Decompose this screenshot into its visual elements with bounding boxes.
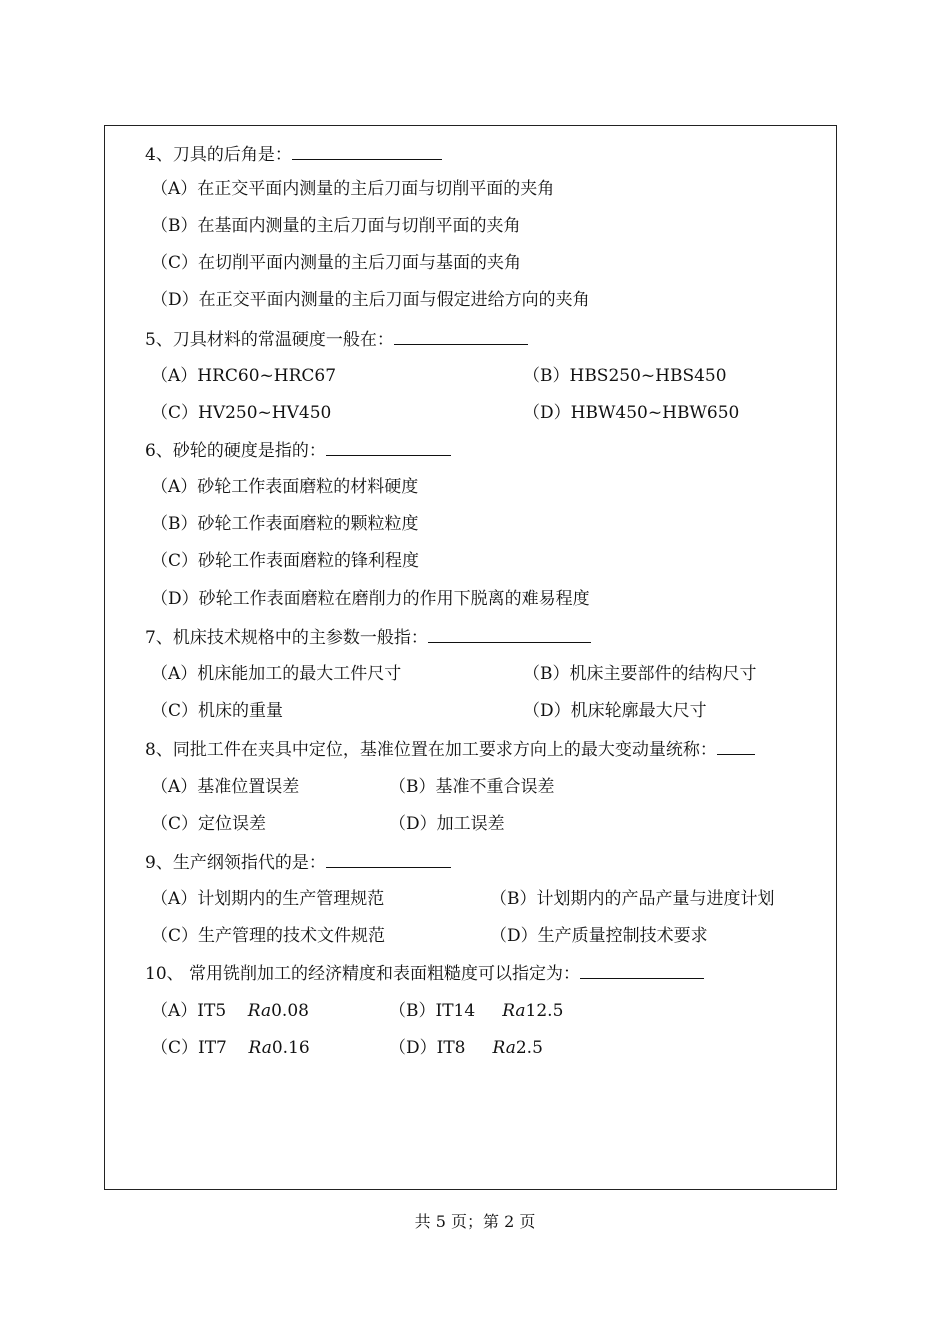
question-10: [145, 962, 704, 985]
q10-option-d-ra: Ra: [492, 1038, 516, 1058]
q10-option-b: [389, 1000, 563, 1022]
q6-option-c: （C）砂轮工作表面磨粒的锋利程度: [151, 551, 420, 571]
q6-option-a: （A）砂轮工作表面磨粒的材料硬度: [151, 477, 419, 497]
q4-option-c: （C）在切削平面内测量的主后刀面与基面的夹角: [151, 253, 522, 273]
q9-option-a: （A）计划期内的生产管理规范: [151, 889, 385, 909]
q10-option-a-ra: Ra: [247, 1001, 272, 1021]
q10-option-c-prefix: （C）IT7: [151, 1038, 227, 1058]
q7-option-a: （A）机床能加工的最大工件尺寸: [151, 664, 402, 684]
q4-option-a: （A）在正交平面内测量的主后刀面与切削平面的夹角: [151, 179, 555, 199]
q10-option-a: [151, 1000, 309, 1022]
page-frame: [104, 125, 837, 1190]
question-9: [145, 851, 451, 874]
q4-option-b: （B）在基面内测量的主后刀面与切削平面的夹角: [151, 216, 521, 236]
answer-blank-6[interactable]: [326, 439, 451, 456]
question-4-text: 4、刀具的后角是：: [145, 145, 292, 165]
question-7: [145, 626, 591, 649]
q6-option-d: （D）砂轮工作表面磨粒在磨削力的作用下脱离的难易程度: [151, 589, 590, 609]
q10-option-d-prefix: （D）IT8: [389, 1038, 466, 1058]
answer-blank-8[interactable]: [717, 738, 755, 755]
q10-option-d: [389, 1037, 543, 1059]
answer-blank-10[interactable]: [580, 962, 704, 979]
answer-blank-4[interactable]: [292, 143, 442, 160]
q10-option-b-ra: Ra: [502, 1001, 526, 1021]
q8-option-b: （B）基准不重合误差: [389, 777, 555, 797]
q7-option-b: （B）机床主要部件的结构尺寸: [523, 664, 757, 684]
q10-option-b-value: 12.5: [525, 1001, 564, 1021]
q8-option-c: （C）定位误差: [151, 814, 267, 834]
question-9-text: 9、生产纲领指代的是：: [145, 853, 326, 873]
question-6-text: 6、砂轮的硬度是指的：: [145, 441, 326, 461]
q10-option-d-value: 2.5: [515, 1038, 543, 1058]
question-5: [145, 328, 528, 351]
q9-option-b: （B）计划期内的产品产量与进度计划: [490, 889, 775, 909]
q10-option-c: [151, 1037, 310, 1059]
q5-option-b: （B）HBS250~HBS450: [523, 366, 727, 386]
q5-option-a: （A）HRC60~HRC67: [151, 366, 337, 386]
q9-option-c: （C）生产管理的技术文件规范: [151, 926, 386, 946]
page-footer: 共 5 页；第 2 页: [414, 1212, 536, 1231]
q5-option-d: （D）HBW450~HBW650: [523, 403, 740, 423]
answer-blank-7[interactable]: [428, 626, 591, 643]
q10-option-a-value: 0.08: [271, 1001, 309, 1021]
q4-option-d: （D）在正交平面内测量的主后刀面与假定进给方向的夹角: [151, 290, 590, 310]
question-4: [145, 143, 442, 166]
q8-option-d: （D）加工误差: [389, 814, 505, 834]
answer-blank-9[interactable]: [326, 851, 451, 868]
question-6: [145, 439, 451, 462]
q9-option-d: （D）生产质量控制技术要求: [490, 926, 708, 946]
question-8: [145, 738, 755, 761]
question-10-text: 10、 常用铣削加工的经济精度和表面粗糙度可以指定为：: [145, 964, 581, 984]
q6-option-b: （B）砂轮工作表面磨粒的颗粒粒度: [151, 514, 419, 534]
q7-option-d: （D）机床轮廓最大尺寸: [523, 701, 707, 721]
q7-option-c: （C）机床的重量: [151, 701, 284, 721]
q10-option-a-prefix: （A）IT5: [151, 1001, 227, 1021]
answer-blank-5[interactable]: [394, 328, 528, 345]
q10-option-c-value: 0.16: [271, 1038, 310, 1058]
q5-option-c: （C）HV250~HV450: [151, 403, 332, 423]
question-7-text: 7、机床技术规格中的主参数一般指：: [145, 628, 428, 648]
question-5-text: 5、刀具材料的常温硬度一般在：: [145, 330, 394, 350]
q8-option-a: （A）基准位置误差: [151, 777, 300, 797]
q10-option-b-prefix: （B）IT14: [389, 1001, 476, 1021]
q10-option-c-ra: Ra: [248, 1038, 272, 1058]
question-8-text: 8、同批工件在夹具中定位，基准位置在加工要求方向上的最大变动量统称：: [145, 740, 717, 760]
